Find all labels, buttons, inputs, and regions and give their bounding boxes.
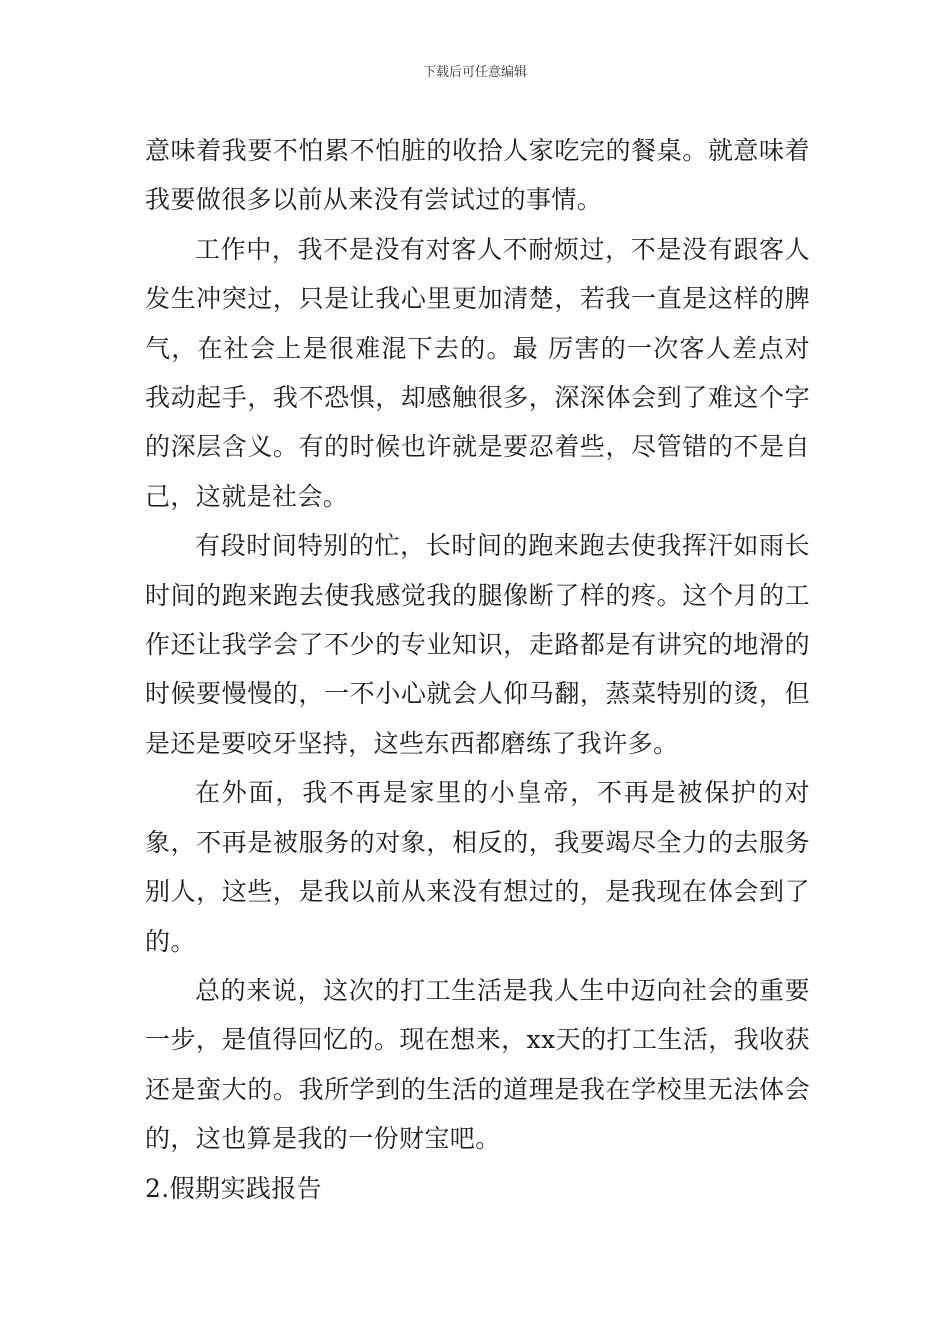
paragraph-continued: 意味着我要不怕累不怕脏的收拾人家吃完的餐桌。就意味着我要做很多以前从来没有尝试过的事情。: [145, 136, 810, 215]
paragraph-outside-home: 在外面，我不再是家里的小皇帝，不再是被保护的对象，不再是被服务的对象，相反的，我要竭尽全力的去服务别人，这些，是我以前从来没有想过的，是我现在体会到了的。: [145, 778, 810, 956]
section-heading: 2.假期实践报告: [145, 1173, 323, 1203]
page-header-note: 下载后可任意编辑: [422, 65, 527, 80]
document-body: [145, 126, 810, 1213]
paragraph-work-customers: 工作中，我不是没有对客人不耐烦过，不是没有跟客人发生冲突过，只是让我心里更加清楚，若我一直是这样的脾气，在社会上是很难混下去的。最 厉害的一次客人差点对我动起手，我不恐惧，却感触很多，深深体会到了难这个字的深层含义。有的时候也许就是要忍着些，尽管错的不是自己，这就是社会。: [145, 234, 810, 511]
paragraph-summary: 总的来说，这次的打工生活是我人生中迈向社会的重要一步，是值得回忆的。现在想来，xx天的打工生活，我收获还是蛮大的。我所学到的生活的道理是我在学校里无法体会的，这也算是我的一份财宝吧。: [145, 975, 810, 1154]
paragraph-busy-period: 有段时间特别的忙，长时间的跑来跑去使我挥汗如雨长时间的跑来跑去使我感觉我的腿像断了样的疼。这个月的工作还让我学会了不少的专业知识，走路都是有讲究的地滑的时候要慢慢的，一不小心就会人仰马翻，蒸菜特别的烫，但是还是要咬牙坚持，这些东西都磨练了我许多。: [145, 531, 810, 758]
